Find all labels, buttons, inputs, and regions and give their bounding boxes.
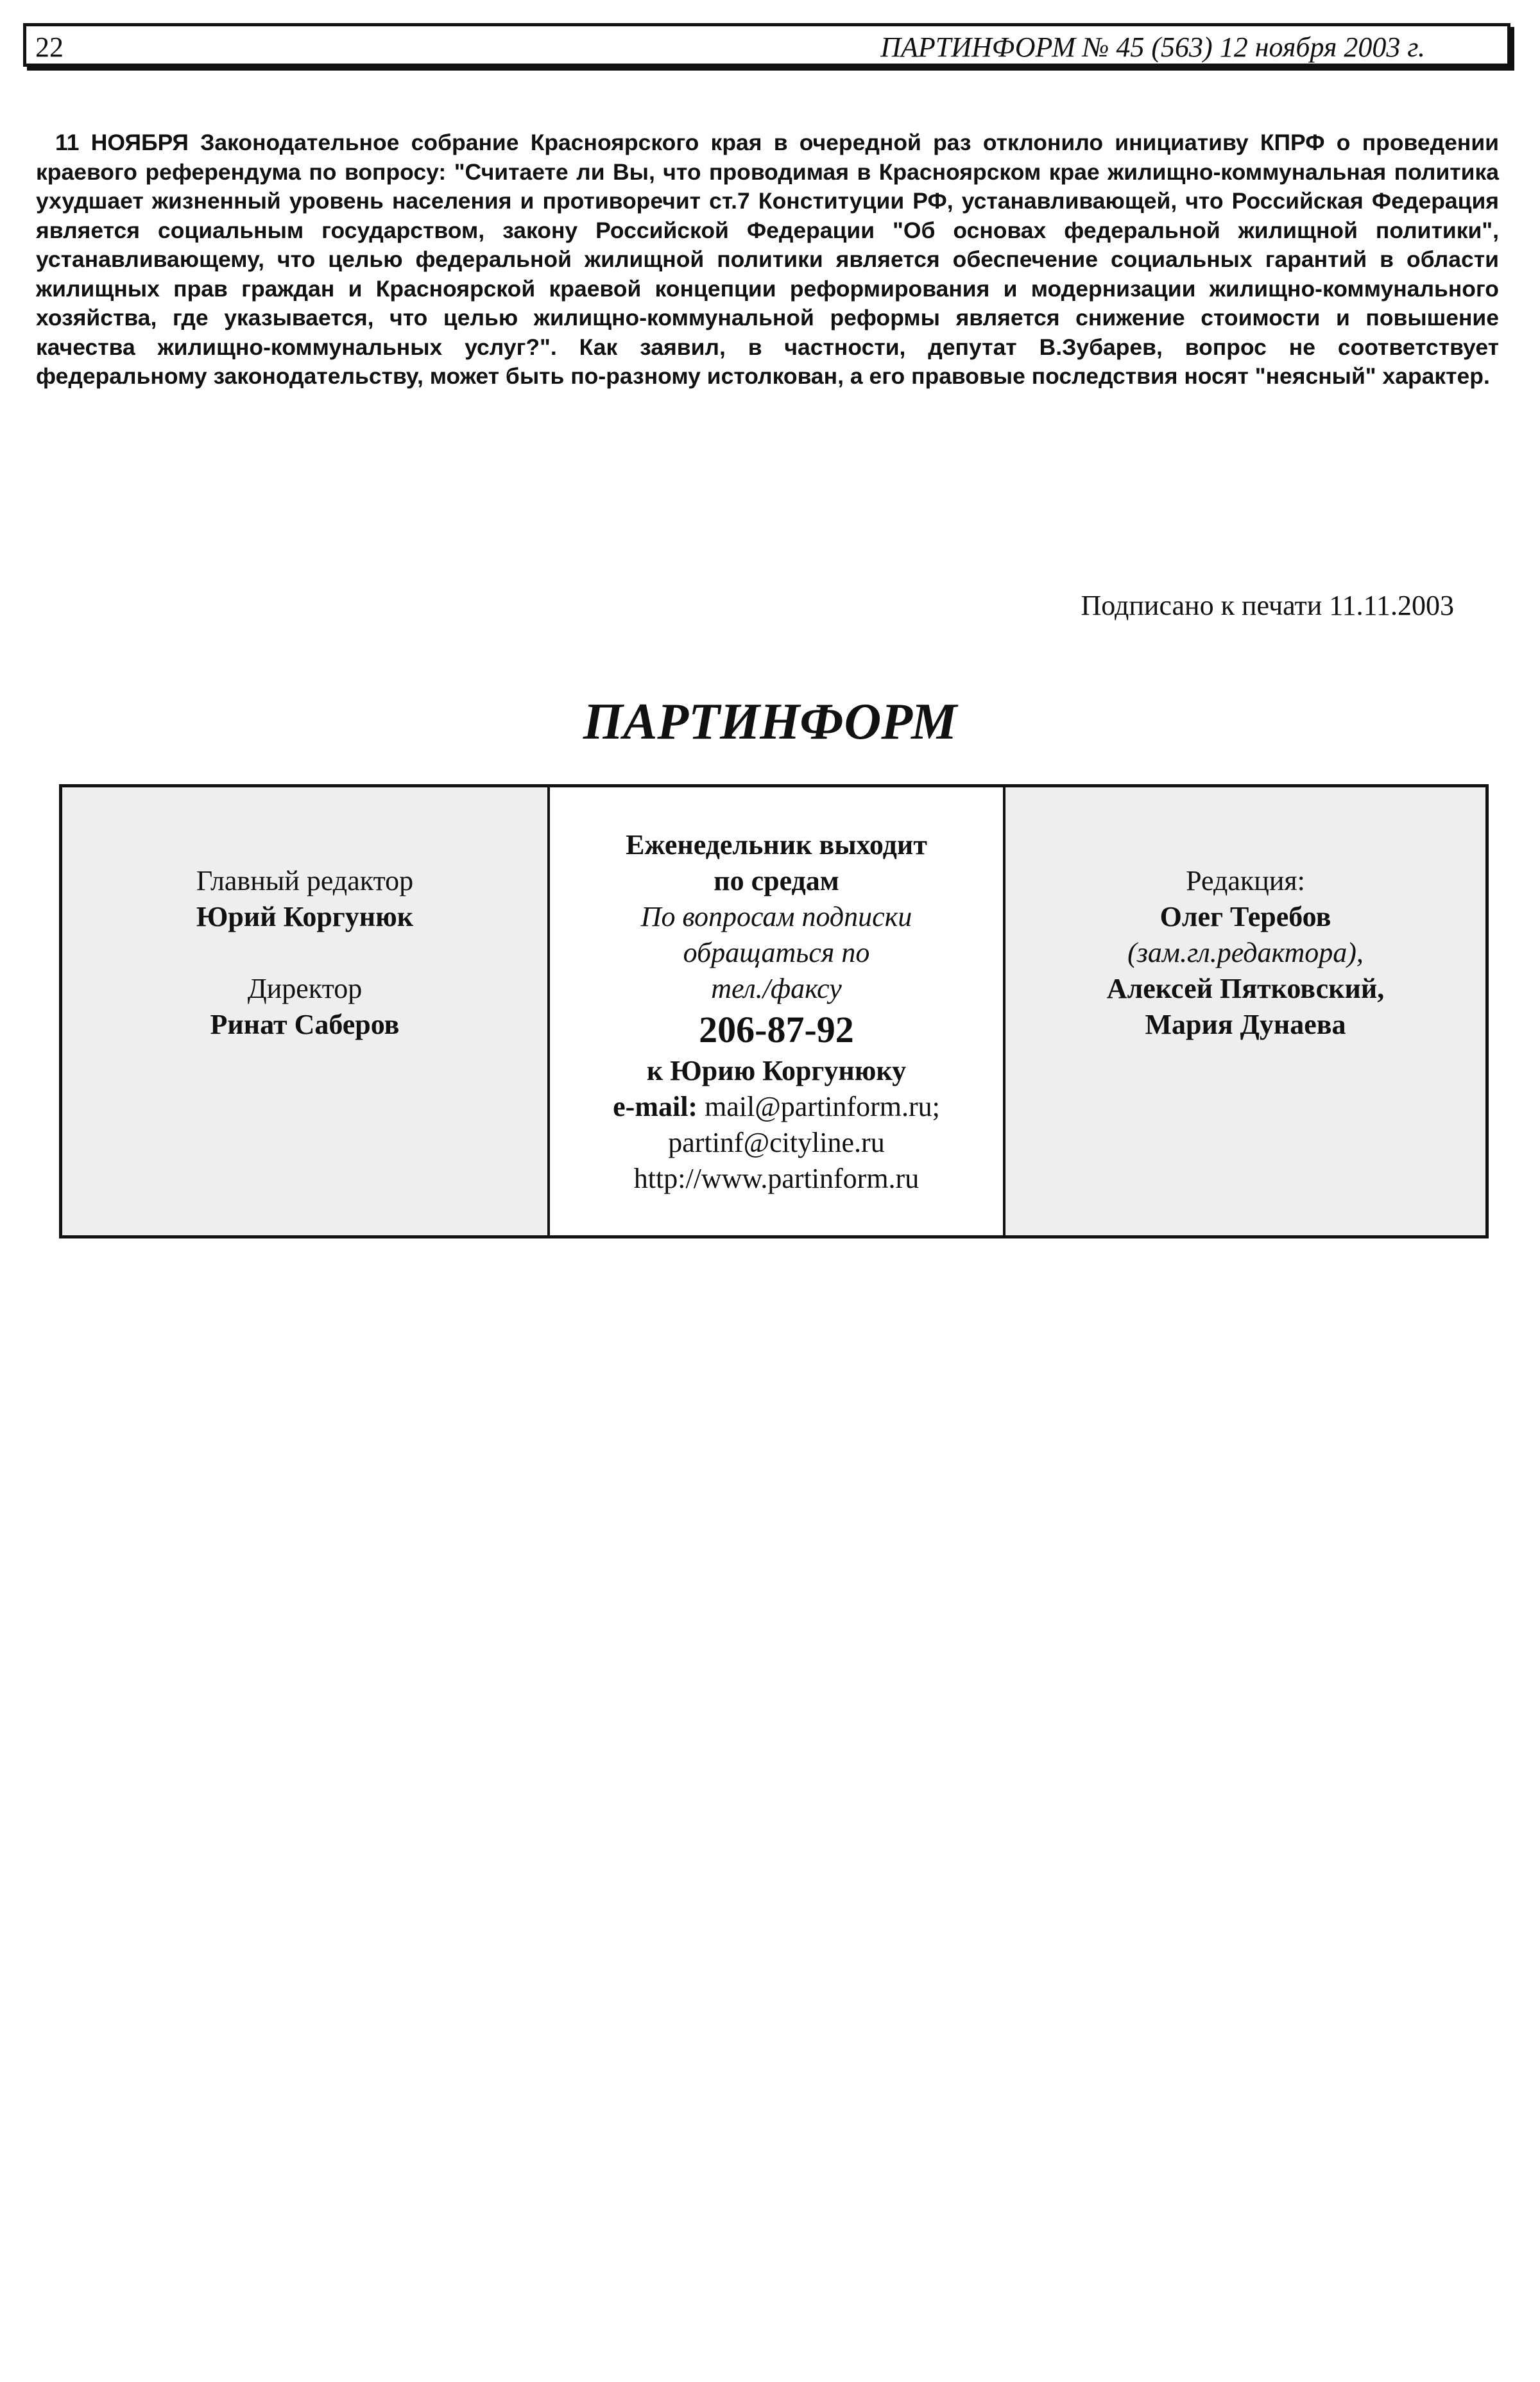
email-label: e-mail:	[613, 1091, 698, 1122]
page-header	[23, 23, 1510, 67]
email-line	[550, 1089, 1003, 1125]
phone-number: 206-87-92	[699, 1009, 854, 1050]
masthead-title: ПАРТИНФОРМ	[583, 694, 957, 750]
schedule-line-2: по средам	[714, 865, 839, 896]
imprint-contacts-column	[550, 787, 1005, 1235]
signed-for-print: Подписано к печати 11.11.2003	[1081, 590, 1454, 621]
article-date: 11 НОЯБРЯ	[55, 130, 189, 155]
imprint-staff-column	[1005, 787, 1485, 1235]
imprint-box	[59, 784, 1489, 1238]
director-name: Ринат Саберов	[210, 1009, 400, 1040]
news-article	[36, 128, 1499, 391]
editor-title: Главный редактор	[196, 865, 414, 896]
editor-name: Юрий Коргунюк	[196, 901, 414, 932]
staff-member-2: Алексей Пятковский,	[1106, 973, 1385, 1004]
staff-member-3: Мария Дунаева	[1145, 1009, 1346, 1040]
contact-person: к Юрию Коргунюку	[646, 1055, 907, 1086]
publication-line: ПАРТИНФОРМ № 45 (563) 12 ноября 2003 г.	[880, 31, 1425, 63]
article-text: Законодательное собрание Красноярского края в очередной раз отклонило инициативу КПРФ о проведении краевого референдума по вопросу: "Считаете ли Вы, что проводимая в Красноярском крае жилищно-коммунальная политика ухудшает жизненный уровень населения и противоречит ст.7 Конституции РФ, устанавливающей, что Российская Федерация является социальным государством, закону Российской Федерации "Об основах федеральной жилищной политики", устанавливающему, что целью федеральной жилищной политики является обеспечение социальных гарантий в области жилищных прав граждан и Красноярской краевой концепции реформирования и модернизации жилищно-коммунального хозяйства, где указывается, что целью жилищно-коммунальной реформы является снижение стоимости и повышение качества жилищно-коммунальных услуг?". Как заявил, в частности, депутат В.Зубарев, вопрос не соответствует федеральному законодательству, может быть по-разному истолкован, а его правовые последствия носят "неясный" характер.	[36, 130, 1499, 389]
subscription-line-1: По вопросам подписки	[640, 901, 912, 932]
email-address-1[interactable]: mail@partinform.ru;	[705, 1091, 940, 1122]
director-title: Директор	[247, 973, 363, 1004]
website-link[interactable]: http://www.partinform.ru	[633, 1163, 920, 1194]
subscription-line-2: обращаться по	[683, 937, 870, 968]
imprint-editors-column	[62, 787, 550, 1235]
staff-title: Редакция:	[1186, 865, 1305, 896]
email-address-2[interactable]: partinf@cityline.ru	[668, 1127, 885, 1158]
page-number: 22	[35, 31, 64, 63]
staff-member-1: Олег Теребов	[1159, 901, 1331, 932]
staff-member-1-role: (зам.гл.редактора),	[1127, 937, 1364, 968]
subscription-line-3: тел./факсу	[711, 973, 842, 1004]
schedule-line-1: Еженедельник выходит	[626, 829, 927, 861]
